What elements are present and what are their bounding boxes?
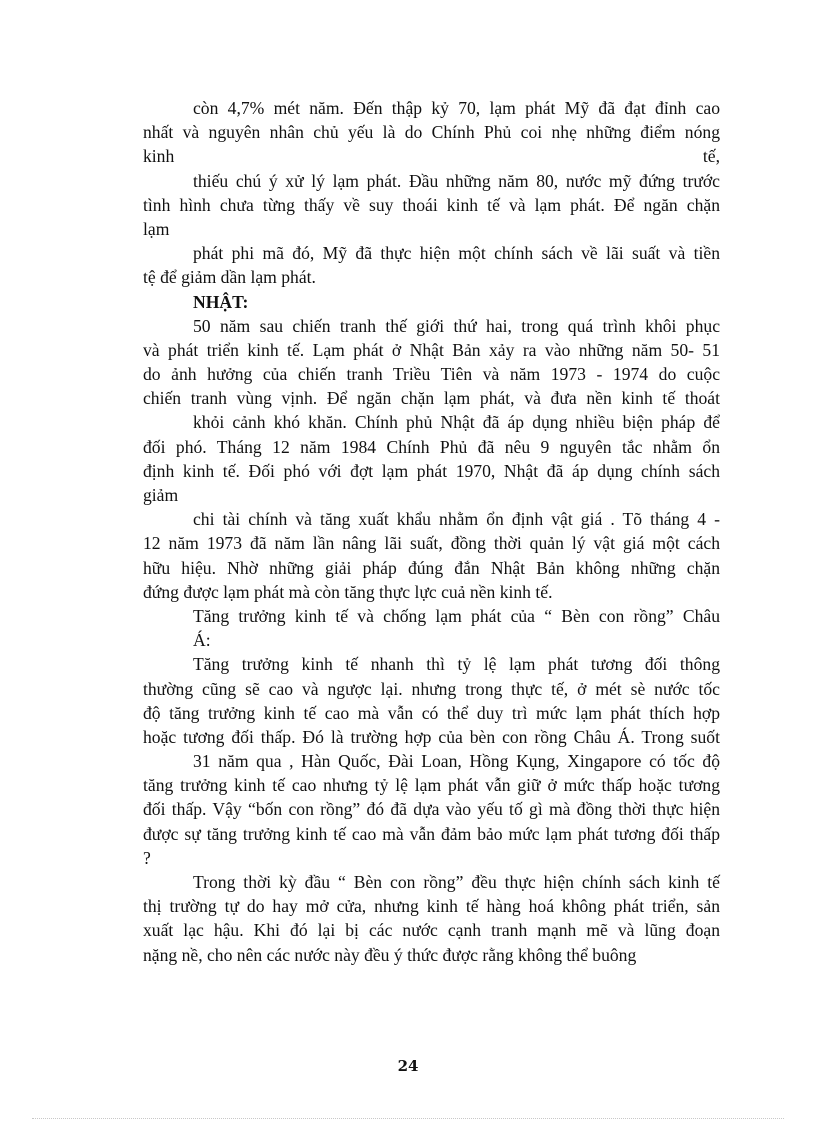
text-line: thị trường tự do hay mở cửa, nhưng kinh tế hàng hoá không phát triển, sản — [143, 896, 720, 917]
text-line: đối phó. Tháng 12 năm 1984 Chính Phủ đã nêu 9 nguyên tắc nhằm ổn — [143, 436, 720, 457]
text-line: lạm — [143, 218, 170, 239]
text-line: Tăng trưởng kinh tế nhanh thì tỷ lệ lạm phát tương đối thông — [193, 654, 720, 675]
text-line: 31 năm qua , Hàn Quốc, Đài Loan, Hồng Kụng, Xingapore có tốc độ — [193, 751, 720, 772]
text-line: còn 4,7% mét năm. Đến thập kỷ 70, lạm phát Mỹ đã đạt đỉnh cao — [193, 98, 720, 118]
text-line: Á: — [193, 630, 211, 651]
text-line: thiếu chú ý xử lý lạm phát. Đầu những năm 80, nước mỹ đứng trước — [193, 170, 720, 191]
text-line: Tăng trưởng kinh tế và chống lạm phát của “ Bèn con rồng” Châu — [193, 605, 720, 626]
text-line: tăng trưởng kinh tế cao nhưng tỷ lệ lạm phát vẫn giữ ở mức thấp hoặc tương — [143, 775, 720, 796]
text-line: chiến tranh vùng vịnh. Để ngăn chặn lạm phát, và đưa nền kinh tế thoát — [143, 388, 720, 409]
text-line: tệ để giảm dần lạm phát. — [143, 267, 316, 288]
text-line: ? — [143, 847, 151, 868]
text-line: tình hình chưa từng thấy về suy thoái kinh tế và lạm phát. Để ngăn chặn — [143, 194, 720, 215]
text-line: Trong thời kỳ đầu “ Bèn con rồng” đều thực hiện chính sách kinh tế — [193, 872, 720, 892]
text-line: 50 năm sau chiến tranh thế giới thứ hai, trong quá trình khôi phục — [193, 315, 720, 336]
text-line: phát phi mã đó, Mỹ đã thực hiện một chính sách về lãi suất và tiền — [193, 243, 720, 264]
text-line: xuất lạc hậu. Khi đó lại bị các nước cạnh tranh mạnh mẽ và lũng đoạn — [143, 920, 720, 941]
text-line: thường cũng sẽ cao và ngược lại. nhưng trong thực tế, ở mét sè nước tốc — [143, 678, 720, 699]
text-line: giảm — [143, 485, 179, 505]
text-word: tế, — [702, 146, 720, 167]
text-line: độ tăng trưởng kinh tế cao mà vẫn có thể duy trì mức lạm phát thích hợp — [143, 702, 720, 723]
text-line: định kinh tế. Đối phó với đợt lạm phát 1970, Nhật đã áp dụng chính sách — [143, 460, 720, 481]
document-body — [143, 96, 720, 967]
page-bottom-border — [32, 1118, 784, 1119]
text-line: do ảnh hưởng của chiến tranh Triều Tiên và năm 1973 - 1974 do cuộc — [143, 364, 720, 385]
text-line: khỏi cảnh khó khăn. Chính phủ Nhật đã áp dụng nhiều biện pháp để — [193, 412, 720, 433]
text-line: hữu hiệu. Nhờ những giải pháp đúng đắn Nhật Bản không những chặn — [143, 557, 720, 578]
text-line: 12 năm 1973 đã năm lần nâng lãi suất, đồng thời quản lý vật giá một cách — [143, 533, 720, 554]
page-number: 24 — [397, 1057, 419, 1075]
text-line: được sự tăng trưởng kinh tế cao mà vẫn đảm bảo mức lạm phát tương đối thấp — [143, 823, 720, 844]
text-line: đối thấp. Vậy “bốn con rồng” đó đã dựa vào yếu tố gì mà đồng thời thực hiện — [143, 799, 720, 820]
text-word: kinh — [143, 146, 175, 167]
text-line: chi tài chính và tăng xuất khẩu nhằm ổn định vật giá . Tõ tháng 4 - — [193, 509, 720, 530]
text-line: đứng được lạm phát mà còn tăng thực lực cuả nền kinh tế. — [143, 581, 553, 602]
text-line: nhất và nguyên nhân chủ yếu là do Chính Phủ coi nhẹ những điểm nóng — [143, 122, 720, 143]
section-heading: NHẬT: — [193, 291, 249, 312]
text-line — [143, 144, 720, 168]
text-line: và phát triển kinh tế. Lạm phát ở Nhật Bản xảy ra vào những năm 50- 51 — [143, 339, 720, 360]
text-line: nặng nề, cho nên các nước này đều ý thức được rằng không thể buông — [143, 944, 637, 965]
text-line: hoặc tương đối thấp. Đó là trường hợp của bèn con rồng Châu Á. Trong suốt — [143, 726, 720, 747]
